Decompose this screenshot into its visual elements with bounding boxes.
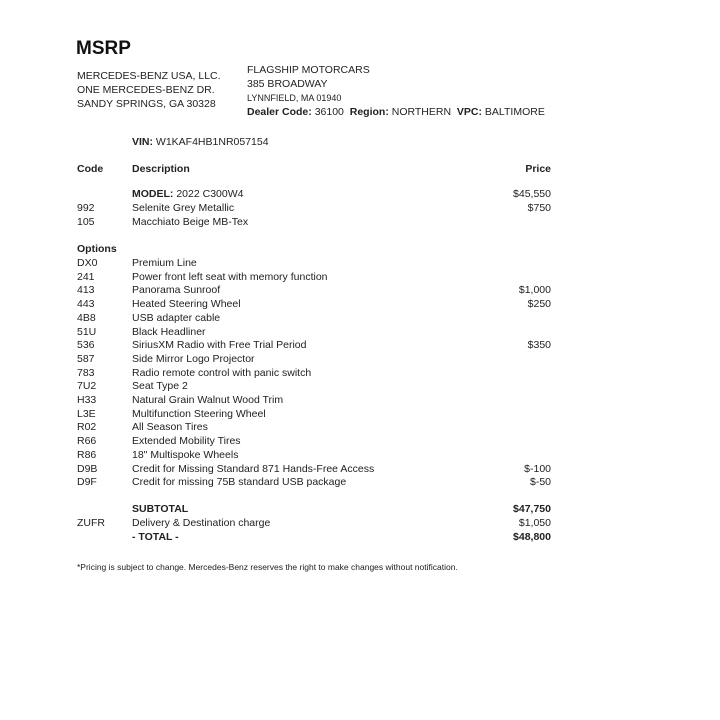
option-row [77,257,551,271]
delivery-code: ZUFR [77,517,105,529]
option-description: Radio remote control with panic switch [132,366,312,379]
dealer-city: LYNNFIELD, MA 01940 [247,93,342,103]
option-code: 587 [77,352,95,365]
options-heading: Options [77,243,117,255]
vin-line [132,136,269,148]
option-code: DX0 [77,257,98,269]
option-code: H33 [77,394,97,406]
delivery-row [77,517,551,531]
description-header: Description [132,163,190,175]
total-row [77,531,551,545]
subtotal-price: $47,750 [513,503,551,515]
model-label: MODEL: [132,188,174,200]
option-row [77,284,551,298]
subtotal-row [77,503,551,517]
option-description: Natural Grain Walnut Wood Trim [132,394,284,406]
option-description: Side Mirror Logo Projector [132,352,255,365]
option-row [77,421,551,435]
total-price: $48,800 [513,531,551,543]
item-description: Macchiato Beige MB-Tex [132,216,249,228]
table-row [77,216,551,230]
option-description: SiriusXM Radio with Free Trial Period [132,339,307,352]
item-description: Selenite Grey Metallic [132,202,235,214]
page-title: MSRP [76,38,131,59]
option-code: D9B [77,462,98,475]
option-description: Credit for missing 75B standard USB package [132,476,347,489]
option-code: 413 [77,284,95,297]
dealer-block [247,63,545,119]
vpc-label: VPC: [456,106,482,118]
option-price: $350 [527,339,551,352]
option-code: R86 [77,448,97,461]
manufacturer-address [77,69,221,111]
option-row [77,353,551,367]
option-row [77,435,551,449]
option-row [77,476,551,490]
option-description: Credit for Missing Standard 871 Hands-Free Access [132,462,375,475]
vpc-value: BALTIMORE [484,106,545,118]
option-code: 536 [77,339,95,352]
option-price: $-50 [529,476,551,489]
option-description: USB adapter cable [132,311,221,324]
option-price: $250 [527,298,551,311]
option-code: D9F [77,476,97,489]
option-description: Premium Line [132,257,197,269]
option-row [77,298,551,312]
option-code: 241 [77,270,95,283]
option-code: 7U2 [77,380,97,393]
item-code: 992 [77,202,95,214]
manufacturer-line: MERCEDES-BENZ USA, LLC. [77,70,221,82]
region-value: NORTHERN [391,106,452,118]
model-row [77,188,551,202]
model-price: $45,550 [513,188,551,200]
option-row [77,326,551,340]
dealer-street: 385 BROADWAY [247,78,328,90]
model-value: 2022 C300W4 [176,188,244,200]
dealer-name: FLAGSHIP MOTORCARS [247,64,370,76]
option-price: $-100 [524,462,551,475]
option-code: R66 [77,435,97,448]
dealer-code: 36100 [314,106,344,118]
dealer-info-line [247,105,545,119]
option-description: Panorama Sunroof [132,284,221,297]
option-description: Power front left seat with memory function [132,270,328,283]
option-row [77,463,551,477]
table-row [77,202,551,216]
option-code: 4B8 [77,311,96,324]
option-row [77,312,551,326]
subtotal-label: SUBTOTAL [132,503,189,515]
item-price: $750 [527,202,551,214]
option-row [77,380,551,394]
vin-label: VIN: [132,136,153,148]
region-label: Region: [349,106,389,118]
price-header: Price [525,163,551,175]
option-description: 18" Multispoke Wheels [132,448,239,461]
manufacturer-line: ONE MERCEDES-BENZ DR. [77,84,215,96]
option-description: Heated Steering Wheel [132,298,241,311]
option-row [77,394,551,408]
option-code: R02 [77,421,97,434]
option-row [77,408,551,422]
option-description: Black Headliner [132,325,206,338]
option-code: 443 [77,298,95,311]
option-description: Multifunction Steering Wheel [132,407,266,420]
option-row [77,271,551,285]
dealer-code-label: Dealer Code: [247,106,312,118]
table-header [77,163,551,177]
option-code: L3E [77,407,96,420]
total-label: - TOTAL - [132,531,179,543]
delivery-description: Delivery & Destination charge [132,517,271,529]
option-row [77,339,551,353]
option-description: All Season Tires [132,421,208,434]
option-code: 51U [77,325,97,338]
option-code: 783 [77,366,95,379]
option-description: Seat Type 2 [132,380,188,393]
footnote: *Pricing is subject to change. Mercedes-Benz reserves the right to make changes without notification. [77,562,458,572]
option-row [77,367,551,381]
manufacturer-line: SANDY SPRINGS, GA 30328 [77,98,216,110]
code-header: Code [77,163,104,175]
item-code: 105 [77,216,95,228]
option-row [77,449,551,463]
option-price: $1,000 [518,284,551,297]
vin-value: W1KAF4HB1NR057154 [155,136,269,148]
option-description: Extended Mobility Tires [132,435,241,448]
delivery-price: $1,050 [518,517,551,529]
